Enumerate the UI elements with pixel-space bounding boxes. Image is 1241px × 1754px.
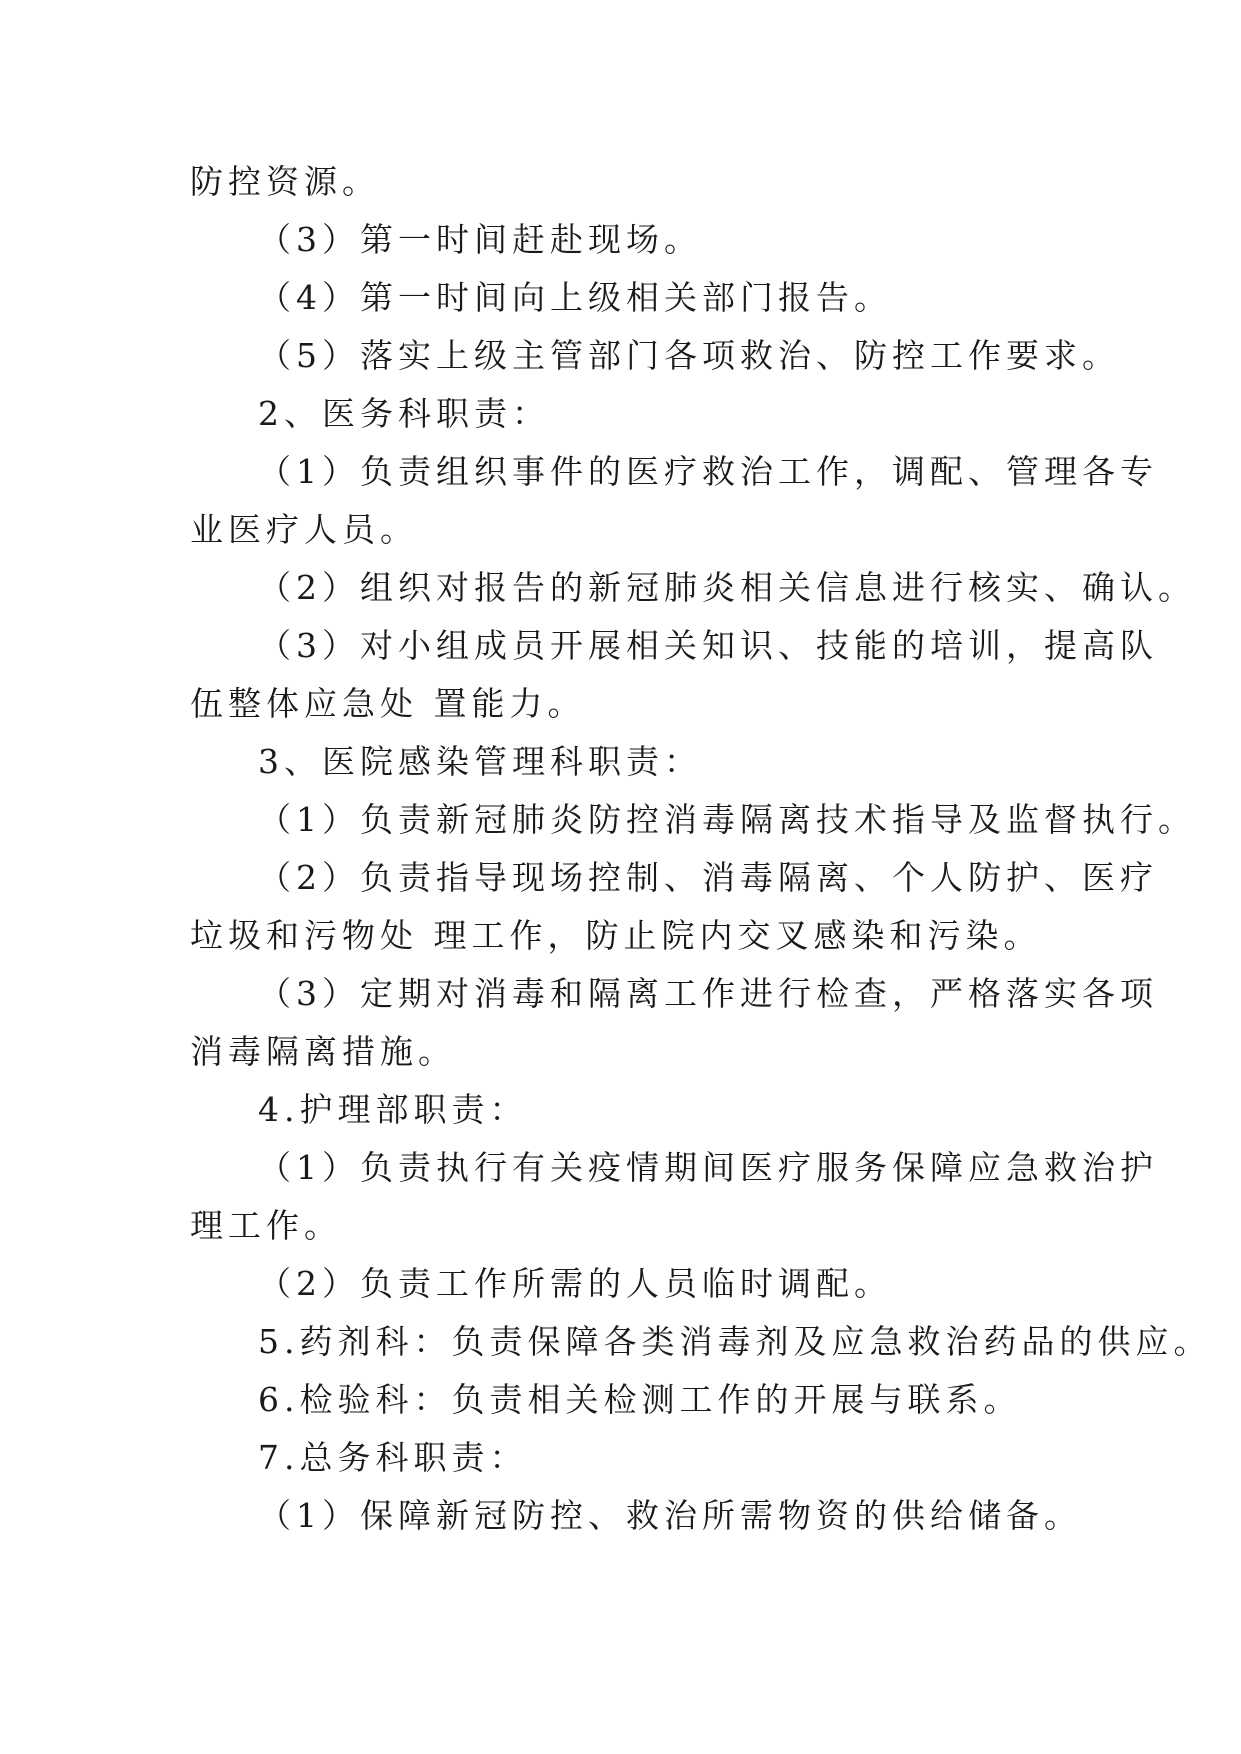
text-line: 业医疗人员。 [190,510,418,549]
section-heading: 2、医务科职责： [258,394,550,433]
text-line: （4）第一时间向上级相关部门报告。 [258,278,892,317]
section-heading: 4.护理部职责： [258,1090,528,1129]
section-heading: 7.总务科职责： [258,1438,528,1477]
text-line: 消毒隔离措施。 [190,1032,456,1071]
text-line: （2）负责指导现场控制、消毒隔离、个人防护、医疗 [258,858,1158,897]
text-line: （1）负责组织事件的医疗救治工作，调配、管理各专 [258,452,1158,491]
text-line: （3）第一时间赶赴现场。 [258,220,702,259]
text-line: （1）负责执行有关疫情期间医疗服务保障应急救治护 [258,1148,1158,1187]
section-heading: 5.药剂科：负责保障各类消毒剂及应急救治药品的供应。 [258,1322,1212,1361]
text-line: （3）定期对消毒和隔离工作进行检查，严格落实各项 [258,974,1158,1013]
text-line: （1）保障新冠防控、救治所需物资的供给储备。 [258,1496,1082,1535]
text-line: （5）落实上级主管部门各项救治、防控工作要求。 [258,336,1120,375]
section-heading: 3、医院感染管理科职责： [258,742,702,781]
text-line: 垃圾和污物处 理工作，防止院内交叉感染和污染。 [190,916,1042,955]
text-line: 伍整体应急处 置能力。 [190,684,586,723]
text-line: （3）对小组成员开展相关知识、技能的培训，提高队 [258,626,1158,665]
text-line: 防控资源。 [190,162,380,201]
text-line: （2）组织对报告的新冠肺炎相关信息进行核实、确认。 [258,568,1196,607]
section-heading: 6.检验科：负责相关检测工作的开展与联系。 [258,1380,1022,1419]
text-line: （2）负责工作所需的人员临时调配。 [258,1264,892,1303]
text-line: 理工作。 [190,1206,342,1245]
text-line: （1）负责新冠肺炎防控消毒隔离技术指导及监督执行。 [258,800,1196,839]
